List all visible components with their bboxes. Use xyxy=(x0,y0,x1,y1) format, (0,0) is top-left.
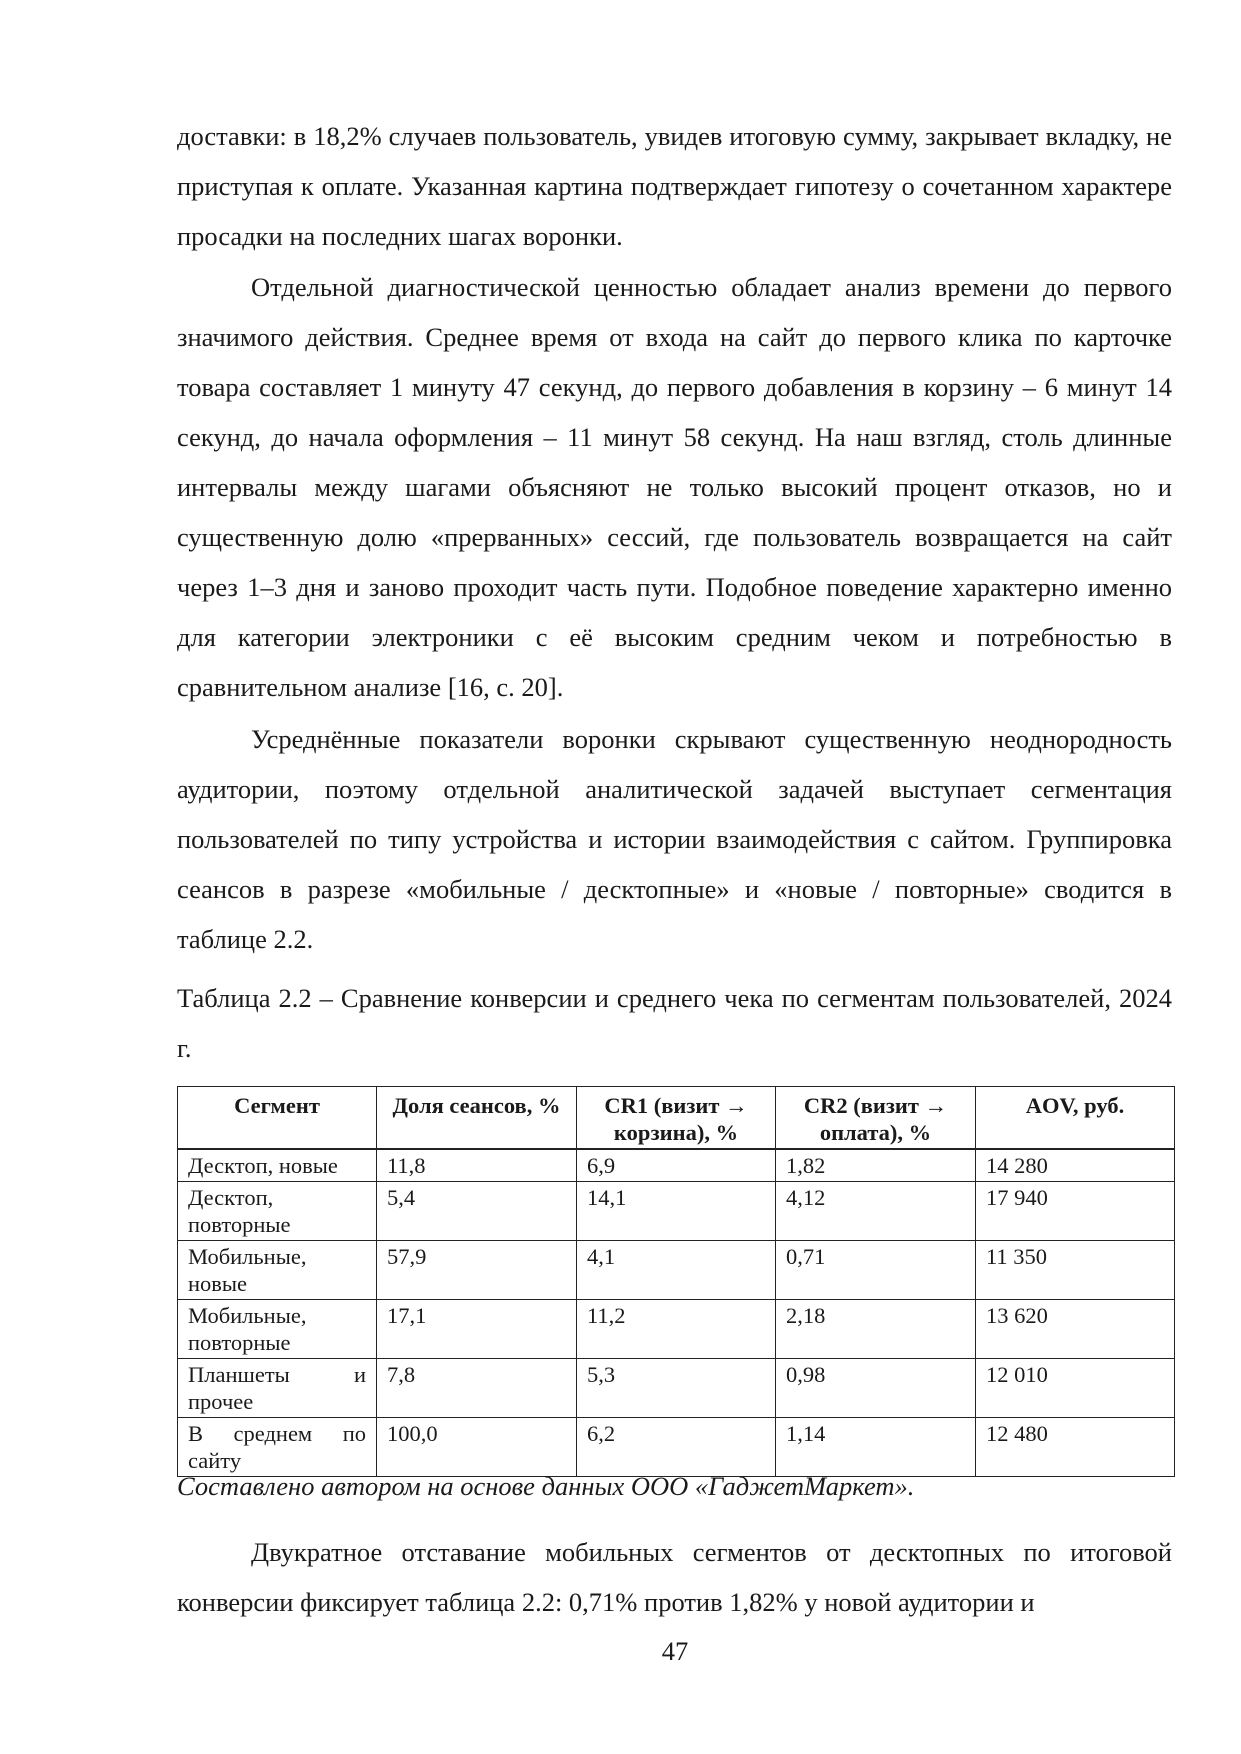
table-cell: 6,9 xyxy=(577,1149,776,1182)
table-header-row xyxy=(178,1087,1175,1150)
table-row xyxy=(178,1418,1175,1477)
table-cell: 1,14 xyxy=(776,1418,976,1477)
table-cell-segment: В среднем по сайту xyxy=(178,1418,377,1477)
table-cell: 4,1 xyxy=(577,1241,776,1300)
table-cell-segment: Планшеты и прочее xyxy=(178,1359,377,1418)
table-cell: 14 280 xyxy=(976,1149,1175,1182)
segment-table-container xyxy=(177,1086,1174,1477)
paragraph-text: Отдельной диагностической ценностью обладает анализ времени до первого значимого действия. Среднее время от входа на сайт до первого клика по карточке товара составляет 1 минуту 47 секунд, до первого добавления в корзину – 6 минут 14 секунд, до начала оформления – 11 минут 58 секунд. На наш взгляд, столь длинные интервалы между шагами объясняют не только высокий процент отказов, но и существенную долю «прерванных» сессий, где пользователь возвращается на сайт через 1–3 дня и заново проходит часть пути. Подобное поведение характерно именно для категории электроники с её высоким средним чеком и потребностью в сравнительном анализе [16, с. 20]. xyxy=(177,272,1172,702)
table-cell-segment: Десктоп, новые xyxy=(178,1149,377,1182)
table-header-cell: CR2 (визит → оплата), % xyxy=(776,1087,976,1150)
table-cell: 12 480 xyxy=(976,1418,1175,1477)
table-cell: 11,8 xyxy=(377,1149,577,1182)
table-cell: 17,1 xyxy=(377,1300,577,1359)
paragraph-text: Усреднённые показатели воронки скрывают существенную неоднородность аудитории, поэтому отдельной аналитической задачей выступает сегментация пользователей по типу устройства и истории взаимодействия с сайтом. Группировка сеансов в разрезе «мобильные / десктопные» и «новые / повторные» сводится в таблице 2.2. xyxy=(177,724,1172,954)
paragraph-conclusion xyxy=(177,1527,1172,1627)
table-cell: 5,3 xyxy=(577,1359,776,1418)
table-cell: 6,2 xyxy=(577,1418,776,1477)
table-row xyxy=(178,1300,1175,1359)
table-cell: 17 940 xyxy=(976,1182,1175,1241)
table-cell: 13 620 xyxy=(976,1300,1175,1359)
table-cell: 1,82 xyxy=(776,1149,976,1182)
table-cell: 14,1 xyxy=(577,1182,776,1241)
table-cell: 11 350 xyxy=(976,1241,1175,1300)
paragraph-text: Двукратное отставание мобильных сегментов от десктопных по итоговой конверсии фиксирует таблица 2.2: 0,71% против 1,82% у новой аудитории и xyxy=(177,1537,1172,1617)
table-row xyxy=(178,1149,1175,1182)
table-header-cell: CR1 (визит → корзина), % xyxy=(577,1087,776,1150)
table-header-cell: Доля сеансов, % xyxy=(377,1087,577,1150)
paragraph-time-analysis xyxy=(177,262,1172,712)
table-cell-segment: Мобильные, повторные xyxy=(178,1300,377,1359)
paragraph-segmentation xyxy=(177,714,1172,964)
table-cell-segment: Мобильные, новые xyxy=(178,1241,377,1300)
table-source-note: Составлено автором на основе данных ООО «ГаджетМаркет». xyxy=(177,1471,915,1501)
table-cell: 5,4 xyxy=(377,1182,577,1241)
table-cell: 2,18 xyxy=(776,1300,976,1359)
table-cell-segment: Десктоп, повторные xyxy=(178,1182,377,1241)
paragraph-intro xyxy=(177,111,1172,261)
table-header-cell: Сегмент xyxy=(178,1087,377,1150)
table-cell: 0,98 xyxy=(776,1359,976,1418)
table-cell: 100,0 xyxy=(377,1418,577,1477)
page-number: 47 xyxy=(661,1636,689,1666)
table-row xyxy=(178,1359,1175,1418)
segment-table xyxy=(177,1086,1175,1477)
table-cell: 4,12 xyxy=(776,1182,976,1241)
table-cell: 12 010 xyxy=(976,1359,1175,1418)
table-cell: 57,9 xyxy=(377,1241,577,1300)
table-header-cell: AOV, руб. xyxy=(976,1087,1175,1150)
table-row xyxy=(178,1182,1175,1241)
table-cell: 0,71 xyxy=(776,1241,976,1300)
table-row xyxy=(178,1241,1175,1300)
paragraph-text: доставки: в 18,2% случаев пользователь, увидев итоговую сумму, закрывает вкладку, не приступая к оплате. Указанная картина подтверждает гипотезу о сочетанном характере просадки на последних шагах воронки. xyxy=(177,121,1172,251)
table-cell: 11,2 xyxy=(577,1300,776,1359)
table-cell: 7,8 xyxy=(377,1359,577,1418)
table-caption: Таблица 2.2 – Сравнение конверсии и среднего чека по сегментам пользователей, 2024 г. xyxy=(177,983,1172,1063)
